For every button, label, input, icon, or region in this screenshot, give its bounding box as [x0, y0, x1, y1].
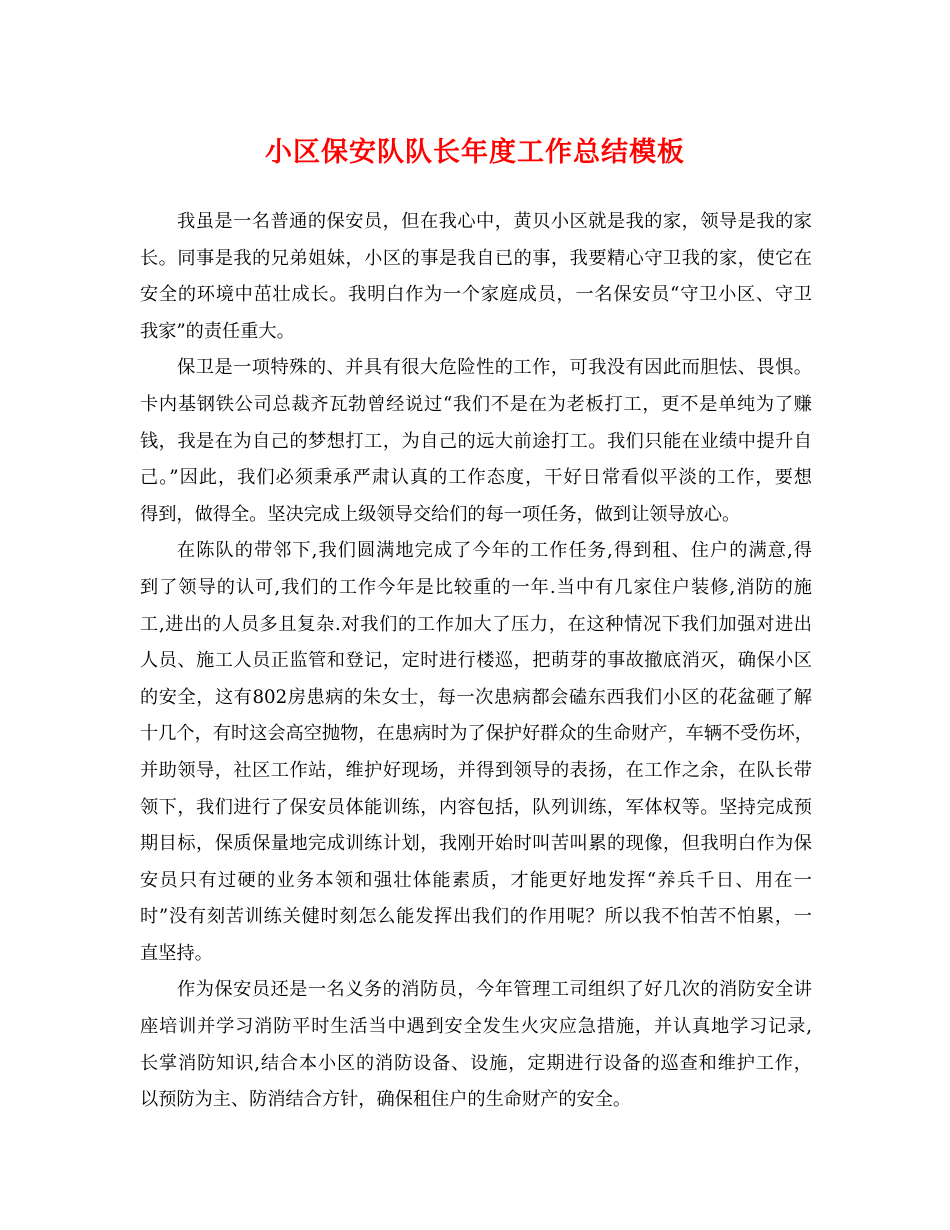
text-line: 得到，做得全。坚决完成上级领导交给们的每一项任务，做到让领导放心。 [140, 503, 741, 525]
text-line: 长。同事是我的兄弟姐妹，小区的事是我自已的事，我要精心守卫我的家，使它在 [140, 247, 812, 269]
text-line: 安全的环境中茁壮成长。我明白作为一个家庭成员，一名保安员“守卫小区、守卫 [140, 284, 812, 306]
text-line: 直坚持。 [140, 942, 213, 964]
paragraph [140, 972, 812, 1118]
text-line: 时”没有刻苦训练关健时刻怎么能发挥出我们的作用呢？所以我不怕苦不怕累，一 [140, 906, 812, 928]
text-line: 领下，我们进行了保安员体能训练，内容包括，队列训练，军体权等。坚持完成预 [140, 796, 812, 818]
text-line: 保卫是一项特殊的、并具有很大危险性的工作，可我没有因此而胆怯、畏惧。 [177, 357, 812, 379]
text-line: 十几个，有时这会高空抛物，在患病时为了保护好群众的生命财产，车辆不受伤坏， [140, 723, 813, 745]
text-line: 座培训并学习消防平时生活当中遇到安全发生火灾应急措施，并认真地学习记录, [140, 1016, 812, 1038]
text-line: 安员只有过硬的业务本领和强壮体能素质，才能更好地发挥“养兵千日、用在一 [140, 869, 812, 891]
paragraph [140, 350, 812, 533]
text-line: 己。”因此，我们必须秉承严肃认真的工作态度，干好日常看似平淡的工作，要想 [140, 467, 812, 489]
text-line: 工,进出的人员多且复杂.对我们的工作加大了压力，在这种情况下我们加强对进出 [140, 613, 812, 635]
document-body [140, 204, 812, 1119]
text-line: 的安全，这有802房患病的朱女士，每一次患病都会磕东西我们小区的花盆砸了解 [140, 686, 812, 708]
text-line: 作为保安员还是一名义务的消防员，今年管理工司组织了好几次的消防安全讲 [177, 979, 812, 1001]
paragraph [140, 533, 812, 972]
text-line: 期目标，保质保量地完成训练计划，我刚开始时叫苦叫累的现像，但我明白作为保 [140, 833, 812, 855]
document-title: 小区保安队队长年度工作总结模板 [265, 137, 685, 168]
text-line: 到了领导的认可,我们的工作今年是比较重的一年.当中有几家住户装修,消防的施 [140, 576, 812, 598]
text-line: 我家”的责任重大。 [140, 320, 295, 342]
text-line: 我虽是一名普通的保安员，但在我心中，黄贝小区就是我的家，领导是我的家 [177, 211, 812, 232]
text-line: 长掌消防知识,结合本小区的消防设备、设施，定期进行设备的巡查和维护工作， [140, 1052, 812, 1074]
text-line: 卡内基钢铁公司总裁齐瓦勃曾经说过“我们不是在为老板打工，更不是单纯为了赚 [140, 393, 812, 415]
text-line: 并助领导，社区工作站，维护好现场，并得到领导的表扬，在工作之余，在队长带 [140, 759, 812, 781]
text-line: 钱，我是在为自己的梦想打工，为自己的远大前途打工。我们只能在业绩中提升自 [140, 430, 812, 452]
paragraph [140, 204, 812, 350]
text-line: 以预防为主、防消结合方针，确保租住户的生命财产的安全。 [140, 1089, 632, 1111]
text-line: 人员、施工人员正监管和登记，定时进行楼巡，把萌芽的事故撤底消灭，确保小区 [140, 650, 812, 672]
text-line: 在陈队的带邻下,我们圆满地完成了今年的工作任务,得到租、住户的满意,得 [177, 540, 812, 562]
